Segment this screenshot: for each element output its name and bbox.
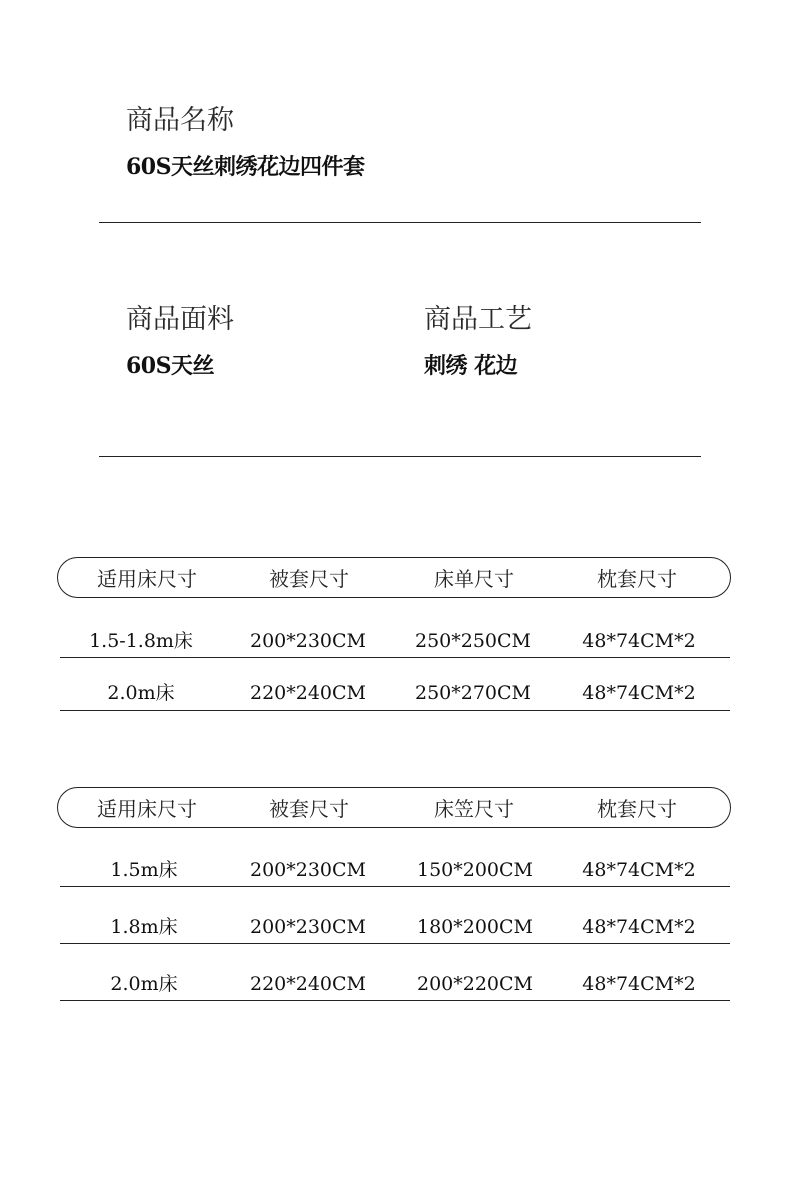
row-divider [60,943,730,944]
product-name-value: 60S天丝刺绣花边四件套 [126,154,365,180]
cell-fitted-sheet-size: 200*220CM [416,973,534,995]
header-cell-bed-size: 适用床尺寸 [97,797,197,821]
divider [99,222,701,223]
row-divider [60,1000,730,1001]
cell-bed-size: 2.0m床 [107,682,175,704]
header-cell-pillowcase-size: 枕套尺寸 [597,567,677,591]
cell-bed-size: 2.0m床 [110,973,178,995]
cell-sheet-size: 250*250CM [414,630,532,652]
header-cell-duvet-size: 被套尺寸 [269,797,349,821]
fabric-label: 商品面料 [126,304,234,335]
cell-duvet-size: 200*230CM [249,630,367,652]
row-divider [60,710,730,711]
product-name-label: 商品名称 [126,105,234,136]
row-divider [60,657,730,658]
cell-sheet-size: 250*270CM [414,682,532,704]
cell-fitted-sheet-size: 150*200CM [416,859,534,881]
craft-label: 商品工艺 [424,304,532,335]
cell-duvet-size: 220*240CM [249,682,367,704]
header-cell-bed-size: 适用床尺寸 [97,567,197,591]
divider [99,456,701,457]
craft-value: 刺绣 花边 [424,353,518,379]
cell-duvet-size: 220*240CM [249,973,367,995]
fabric-value: 60S天丝 [126,353,215,379]
cell-pillowcase-size: 48*74CM*2 [582,916,696,938]
cell-bed-size: 1.5-1.8m床 [89,630,193,652]
cell-pillowcase-size: 48*74CM*2 [582,682,696,704]
cell-duvet-size: 200*230CM [249,859,367,881]
cell-bed-size: 1.8m床 [110,916,178,938]
header-cell-fitted-sheet-size: 床笠尺寸 [434,797,514,821]
header-cell-sheet-size: 床单尺寸 [434,567,514,591]
header-cell-duvet-size: 被套尺寸 [269,567,349,591]
cell-fitted-sheet-size: 180*200CM [416,916,534,938]
cell-pillowcase-size: 48*74CM*2 [582,859,696,881]
cell-bed-size: 1.5m床 [110,859,178,881]
header-cell-pillowcase-size: 枕套尺寸 [597,797,677,821]
cell-pillowcase-size: 48*74CM*2 [582,973,696,995]
cell-duvet-size: 200*230CM [249,916,367,938]
row-divider [60,886,730,887]
cell-pillowcase-size: 48*74CM*2 [582,630,696,652]
